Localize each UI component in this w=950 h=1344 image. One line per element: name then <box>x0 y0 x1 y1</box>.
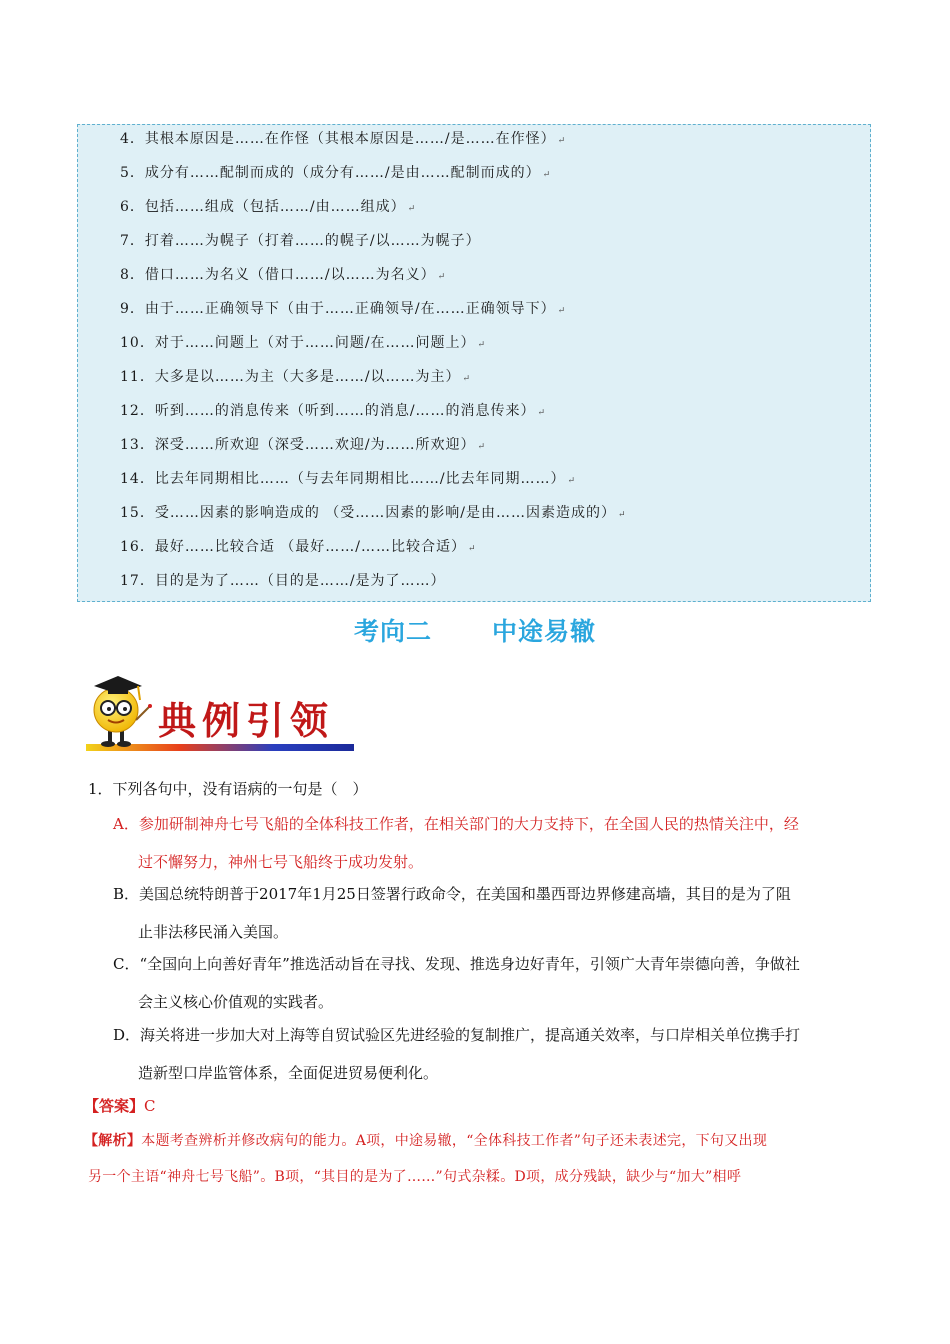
analysis-text-line1: 本题考查辨析并修改病句的能力。A项，中途易辙，“全体科技工作者”句子还未表述完，下句又出现 <box>141 1133 768 1149</box>
question-stem: 1．下列各句中，没有语病的一句是（ ） <box>88 780 368 798</box>
option-a-line2: 过不懈努力，神州七号飞船终于成功发射。 <box>138 853 424 871</box>
option-d-line1: D．海关将进一步加大对上海等自贸试验区先进经验的复制推广，提高通关效率，与口岸相关单位携手打 <box>113 1026 801 1044</box>
pattern-item: 5．成分有……配制而成的（成分有……/是由……配制而成的） ↵ <box>120 165 552 181</box>
option-c <box>113 954 800 1014</box>
option-d <box>113 1025 800 1085</box>
option-a-line1: A．参加研制神舟七号飞船的全体科技工作者，在相关部门的大力支持下，在全国人民的热情关注中，经 <box>113 815 799 833</box>
option-c-line1: C．“全国向上向善好青年”推选活动旨在寻找、发现、推选身边好青年，引领广大青年崇德向善，争做社 <box>113 955 800 973</box>
pattern-item: 9．由于……正确领导下（由于……正确领导/在……正确领导下） ↵ <box>120 301 567 317</box>
option-b <box>113 884 791 944</box>
pattern-item: 17．目的是为了……（目的是……/是为了……） <box>120 573 446 589</box>
pattern-item: 10．对于……问题上（对于……问题/在……问题上） ↵ <box>120 335 487 351</box>
option-b-line1: B．美国总统特朗普于2017年1月25日签署行政命令，在美国和墨西哥边界修建高墙，其目的是为了阻 <box>113 885 791 903</box>
analysis-label: 【解析】 <box>84 1133 142 1149</box>
section-title-part1: 考向二 <box>353 617 432 646</box>
section-title-part2: 中途易辙 <box>492 617 597 646</box>
banner-title: 典例引领 <box>158 698 335 743</box>
pattern-item: 14．比去年同期相比……（与去年同期相比……/比去年同期……） ↵ <box>120 471 577 487</box>
pattern-item: 4．其根本原因是……在作怪（其根本原因是……/是……在作怪） ↵ <box>120 131 567 147</box>
option-c-line2: 会主义核心价值观的实践者。 <box>138 993 334 1011</box>
option-d-line2: 造新型口岸监管体系，全面促进贸易便利化。 <box>138 1064 439 1082</box>
pattern-item: 13．深受……所欢迎（深受……欢迎/为……所欢迎） ↵ <box>120 437 487 453</box>
option-b-line2: 止非法移民涌入美国。 <box>138 923 289 941</box>
option-a <box>113 814 799 874</box>
analysis-line2: 另一个主语“神舟七号飞船”。B项，“其目的是为了……”句式杂糅。D项，成分残缺，缺少与“加大”相呼 <box>88 1169 742 1185</box>
example-banner <box>86 672 356 754</box>
pattern-item: 8．借口……为名义（借口……/以……为名义） ↵ <box>120 267 447 283</box>
mascot-graduate-icon <box>86 672 356 754</box>
pattern-item: 12．听到……的消息传来（听到……的消息/……的消息传来） ↵ <box>120 403 547 419</box>
pattern-item: 16．最好……比较合适 （最好……/……比较合适） ↵ <box>120 539 477 555</box>
answer-label: 【答案】 <box>84 1097 145 1115</box>
section-title <box>0 612 950 648</box>
pattern-list-box <box>77 124 871 602</box>
pattern-item: 6．包括……组成（包括……/由……组成） ↵ <box>120 199 417 215</box>
pattern-item: 11．大多是以……为主（大多是……/以……为主） ↵ <box>120 369 472 385</box>
pattern-item: 15．受……因素的影响造成的 （受……因素的影响/是由……因素造成的） ↵ <box>120 505 627 521</box>
analysis-line1 <box>84 1131 767 1151</box>
answer-value: C <box>144 1097 156 1115</box>
pattern-item: 7．打着……为幌子（打着……的幌子/以……为幌子） <box>120 233 481 249</box>
answer-row <box>84 1096 156 1116</box>
